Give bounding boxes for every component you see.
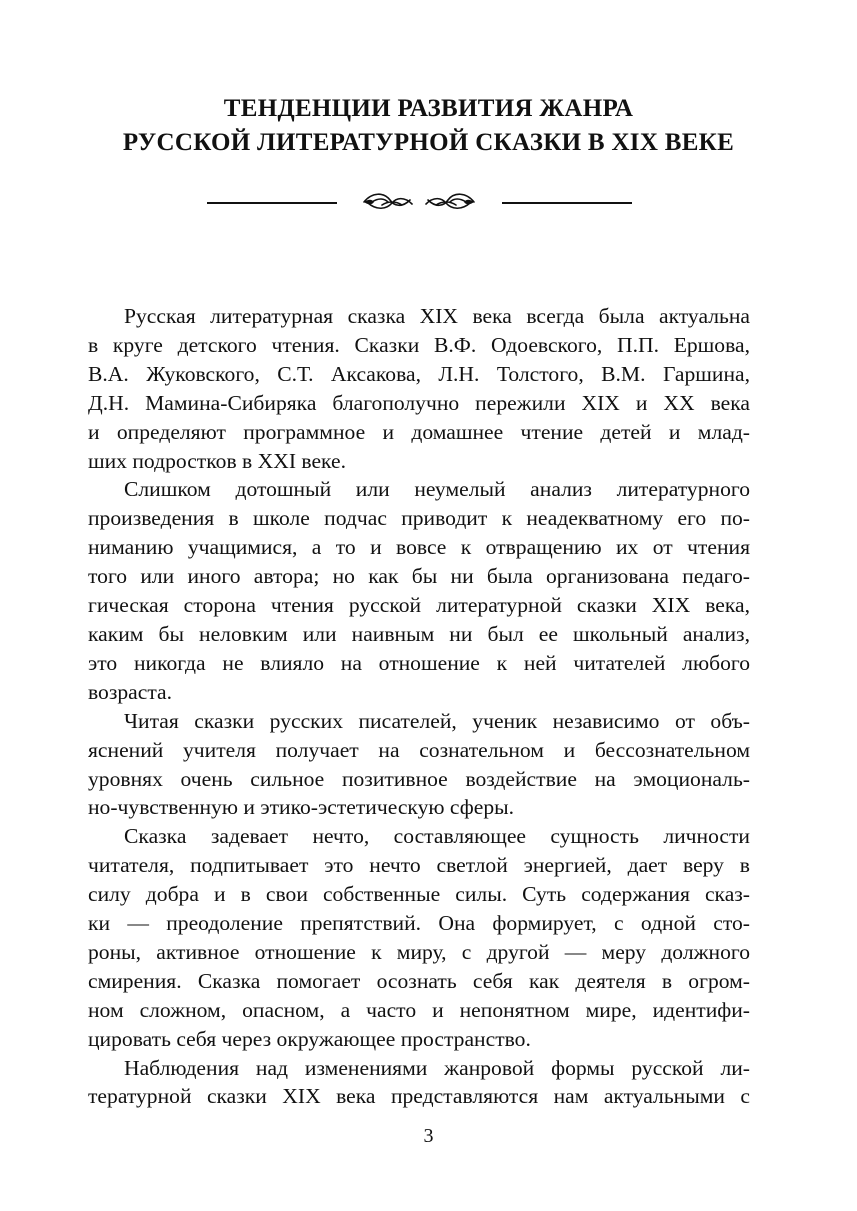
body-text — [88, 302, 750, 1111]
text-line: уровнях очень сильное позитивное воздействие на эмоциональ- — [88, 766, 750, 791]
text-line: это никогда не влияло на отношение к ней читателей любого — [88, 650, 750, 675]
text-line: Д.Н. Мамина-Сибиряка благополучно пережили XIX и XX века — [88, 390, 750, 415]
chapter-title-line-1: ТЕНДЕНЦИИ РАЗВИТИЯ ЖАНРА — [223, 95, 634, 122]
text-line: Наблюдения над изменениями жанровой формы русской ли- — [124, 1055, 750, 1080]
divider-rule-right — [502, 202, 632, 204]
paragraph — [88, 822, 750, 1053]
text-line: цировать себя через окружающее пространство. — [88, 1026, 531, 1051]
text-line: Слишком дотошный или неумелый анализ литературного — [124, 477, 750, 502]
text-line: Сказка задевает нечто, составляющее сущность личности — [124, 824, 750, 849]
text-line: тературной сказки XIX века представляются нам актуальными с — [88, 1084, 750, 1109]
text-line: Русская литературная сказка XIX века всегда была актуальна — [124, 304, 750, 328]
divider-rule-left — [207, 202, 337, 204]
text-line: и определяют программное и домашнее чтение детей и млад- — [88, 419, 750, 444]
paragraph — [88, 475, 750, 706]
text-line: каким бы неловким или наивным ни был ее школьный анализ, — [88, 621, 750, 646]
chapter-title-line-2: РУССКОЙ ЛИТЕРАТУРНОЙ СКАЗКИ В XIX ВЕКЕ — [122, 129, 735, 156]
paragraph — [88, 707, 750, 823]
text-line: яснений учителя получает на сознательном и бессознательном — [88, 737, 750, 762]
text-line: ниманию учащимися, а то и вовсе к отвращению их от чтения — [88, 535, 750, 560]
text-line: произведения в школе подчас приводит к неадекватному его по- — [88, 506, 750, 531]
text-line: В.А. Жуковского, С.Т. Аксакова, Л.Н. Толстого, В.М. Гаршина, — [88, 361, 750, 386]
text-line: силу добра и в свои собственные силы. Суть содержания сказ- — [88, 882, 750, 907]
text-line: Читая сказки русских писателей, ученик независимо от объ- — [124, 708, 750, 733]
text-line: читателя, подпитывает это нечто светлой энергией, дает веру в — [88, 853, 750, 878]
paragraph — [88, 1054, 750, 1112]
text-line: но-чувственную и этико-эстетическую сферы. — [88, 795, 515, 820]
chapter-title — [0, 92, 857, 160]
page-number: 3 — [423, 1125, 434, 1147]
flourish-divider-icon — [424, 188, 476, 216]
text-line: возраста. — [88, 679, 173, 704]
text-line: гическая сторона чтения русской литературной сказки XIX века, — [88, 593, 750, 618]
text-line: ном сложном, опасном, а часто и непонятном мире, идентифи- — [88, 997, 750, 1022]
text-line: смирения. Сказка помогает осознать себя как деятеля в огром- — [88, 968, 750, 993]
paragraph — [88, 302, 750, 475]
text-line: роны, активное отношение к миру, с другой — меру должного — [88, 939, 750, 964]
text-line: того или иного автора; но как бы ни была организована педаго- — [88, 564, 750, 589]
text-line: в круге детского чтения. Сказки В.Ф. Одоевского, П.П. Ершова, — [88, 332, 750, 357]
text-line: ки — преодоление препятствий. Она формирует, с одной сто- — [88, 911, 750, 936]
text-line: ших подростков в XXI веке. — [88, 448, 346, 473]
flourish-divider-icon — [362, 188, 414, 216]
